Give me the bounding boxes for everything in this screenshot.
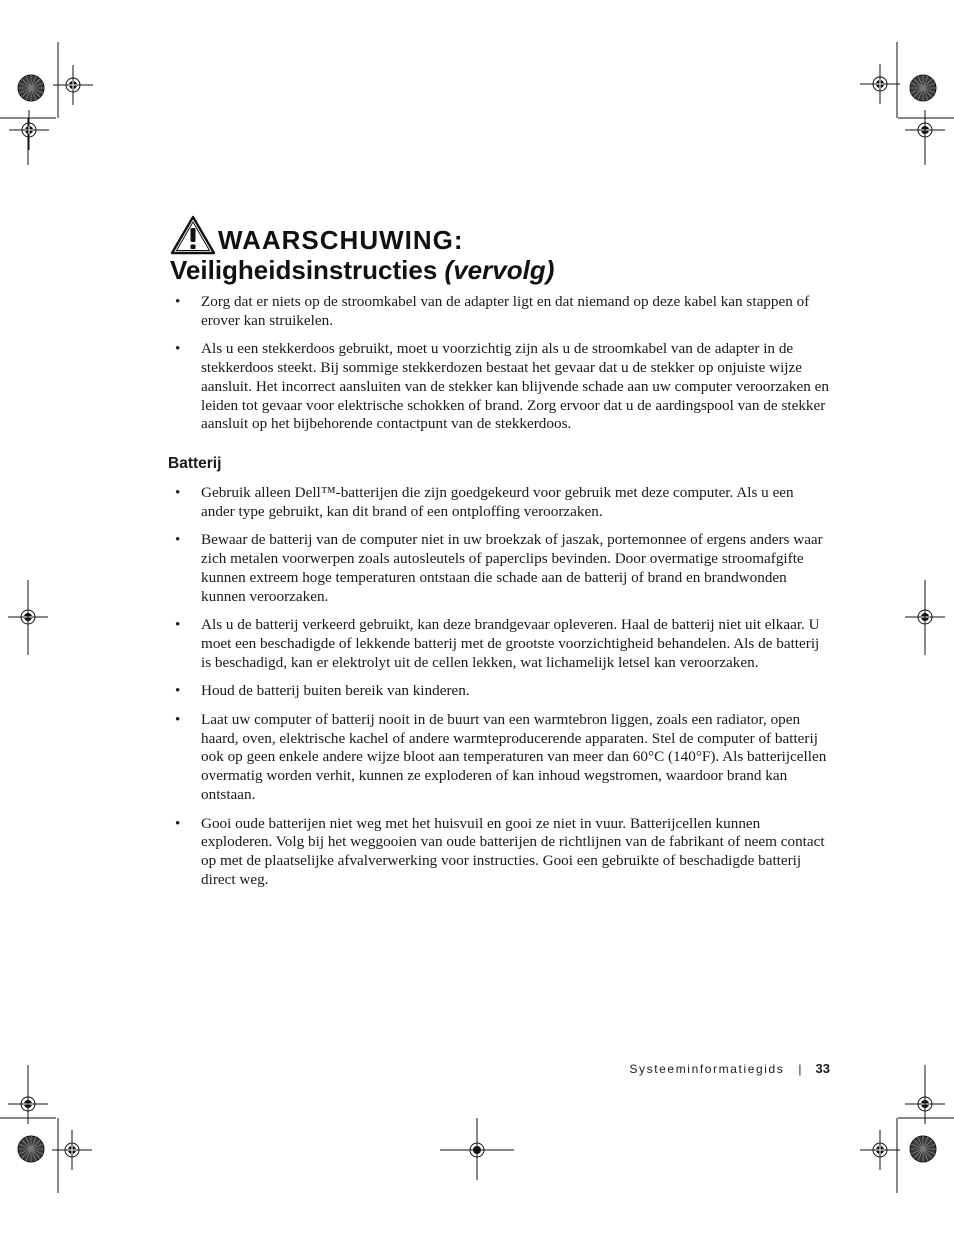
color-wheel-mark bbox=[910, 1136, 936, 1162]
page-title: Veiligheidsinstructies bbox=[170, 255, 438, 285]
registration-mark bbox=[860, 1130, 900, 1170]
list-item: • Gooi oude batterijen niet weg met het huisvuil en gooi ze niet in vuur. Batterijcellen kunnen exploderen. Volg bij het weggooien van oude batterijen de richtlijnen van de fabrikant of neem contact op met de plaatselijke afvalverwerking voor instructies. Gooi een gebruikte of beschadigde batterij direct weg. bbox=[170, 815, 830, 890]
registration-mark bbox=[9, 110, 49, 150]
adapter-safety-list bbox=[170, 293, 830, 444]
list-item: • Houd de batterij buiten bereik van kinderen. bbox=[170, 682, 830, 701]
list-item: • Gebruik alleen Dell™-batterijen die zijn goedgekeurd voor gebruik met deze computer. Als u een ander type gebruikt, kan dit brand of een ontploffing veroorzaken. bbox=[170, 484, 830, 521]
color-wheel-mark bbox=[910, 75, 936, 101]
footer-separator: | bbox=[798, 1061, 802, 1076]
warning-word: WAARSCHUWING: bbox=[218, 225, 464, 255]
color-wheel-mark bbox=[18, 75, 44, 101]
color-wheel-mark bbox=[18, 1136, 44, 1162]
registration-mark bbox=[860, 64, 900, 104]
registration-mark bbox=[53, 65, 93, 105]
page-footer bbox=[629, 1061, 830, 1076]
list-item: • Bewaar de batterij van de computer niet in uw broekzak of jaszak, portemonnee of ergens anders waar zich metalen voorwerpen zoals autosleutels of paperclips bevinden. Door overmatige stroomafgifte kunnen extreem hoge temperaturen ontstaan die schade aan de batterij of brand en brandwonden kunnen veroorzaken. bbox=[170, 531, 830, 606]
list-item: • Als u een stekkerdoos gebruikt, moet u voorzichtig zijn als u de stroomkabel van de adapter in de stekkerdoos steekt. Bij sommige stekkerdozen bestaat het gevaar dat u de stekker op onjuiste wijze aansluit. Het incorrect aansluiten van de stekker kan blijvende schade aan uw computer veroorzaken en leiden tot gevaar voor elektrische schokken of brand. Zorg ervoor dat u de aardingspool van de stekker aansluit op het bijbehorende contactpunt van de stekkerdoos. bbox=[170, 340, 830, 434]
page-number: 33 bbox=[815, 1061, 830, 1076]
guide-title: Systeeminformatiegids bbox=[629, 1061, 785, 1076]
warning-triangle-icon bbox=[170, 215, 216, 255]
continued-label: (vervolg) bbox=[444, 255, 555, 285]
section-title-battery: Batterij bbox=[168, 455, 222, 472]
list-item: • Laat uw computer of batterij nooit in de buurt van een warmtebron liggen, zoals een radiator, open haard, oven, elektrische kachel of andere warmteproducerende apparaten. Stel de computer of batterij ook op geen enkele andere wijze bloot aan temperaturen van meer dan 60°C (140°F). Als batterijcellen overmatig worden verhit, kunnen ze exploderen of kan inhoud wegstromen, waardoor brand kan ontstaan. bbox=[170, 711, 830, 805]
list-item: • Zorg dat er niets op de stroomkabel van de adapter ligt en dat niemand op deze kabel kan stappen of erover kan struikelen. bbox=[170, 293, 830, 330]
battery-safety-list bbox=[170, 484, 830, 899]
warning-heading bbox=[170, 215, 554, 285]
list-item: • Als u de batterij verkeerd gebruikt, kan deze brandgevaar opleveren. Haal de batterij niet uit elkaar. U moet een beschadigde of lekkende batterij met de grootste voorzichtigheid behandelen. Als de batterij is beschadigd, kan er elektrolyt uit de cellen lekken, wat lichamelijk letsel kan veroorzaken. bbox=[170, 616, 830, 672]
